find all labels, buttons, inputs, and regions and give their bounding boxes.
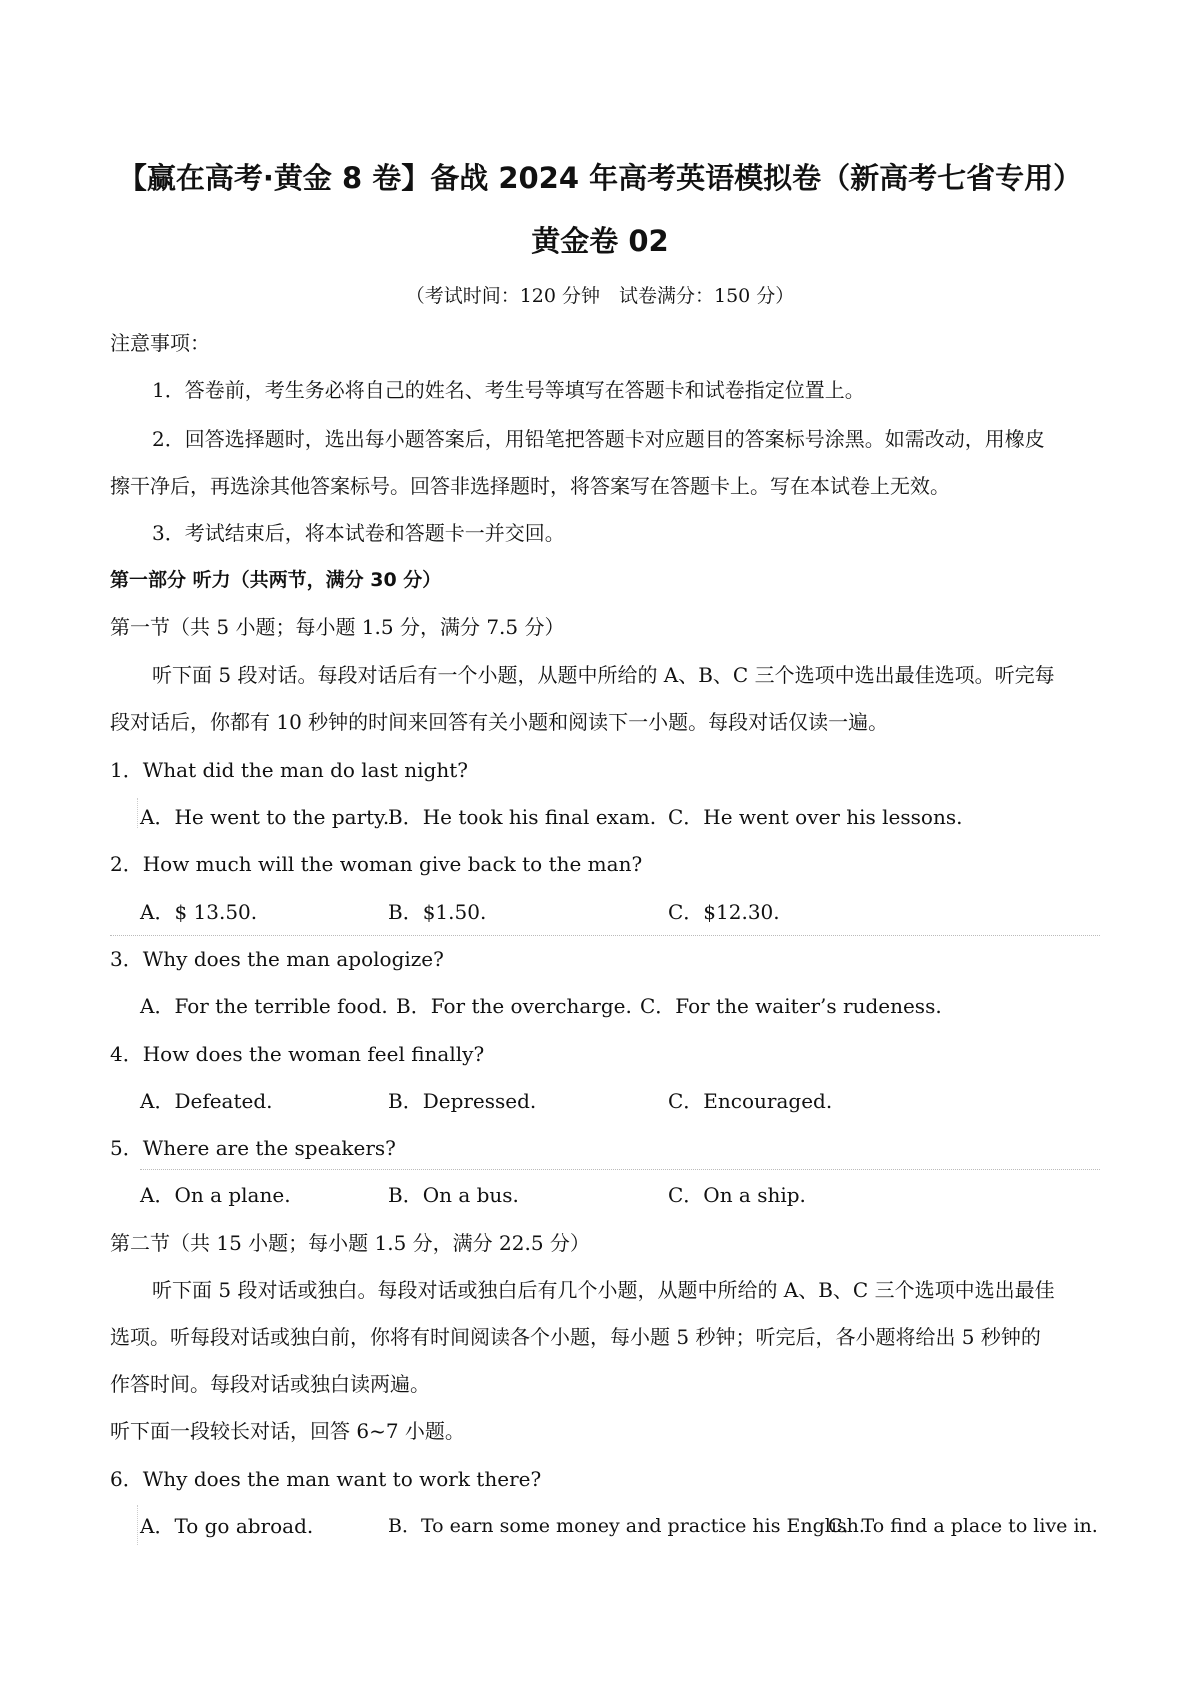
- question-1-option-a: A．He went to the party.: [140, 805, 390, 829]
- question-4-option-c: C．Encouraged.: [668, 1089, 833, 1113]
- question-4-option-b: B．Depressed.: [388, 1089, 537, 1113]
- section1-instruction-line-2: 段对话后，你都有 10 秒钟的时间来回答有关小题和阅读下一小题。每段对话仅读一遍。: [110, 710, 889, 734]
- section1-instruction-line-1: 听下面 5 段对话。每段对话后有一个小题，从题中所给的 A、B、C 三个选项中选出最佳选项。听完每: [152, 663, 1055, 687]
- question-2-option-c: C．$12.30.: [668, 900, 780, 924]
- question-2-stem: 2．How much will the woman give back to the man?: [110, 852, 643, 876]
- question-6-stem: 6．Why does the man want to work there?: [110, 1467, 542, 1491]
- divider: [140, 1169, 1100, 1170]
- note-item-3: 3．考试结束后，将本试卷和答题卡一并交回。: [152, 521, 565, 545]
- question-2-option-a: A．$ 13.50.: [140, 900, 258, 924]
- part1-heading: 第一部分 听力（共两节，满分 30 分）: [110, 569, 442, 591]
- notes-heading: 注意事项：: [110, 331, 210, 355]
- section2-instruction-line-3: 作答时间。每段对话或独白读两遍。: [110, 1372, 430, 1396]
- margin-guide: [137, 1505, 138, 1545]
- divider: [110, 935, 1100, 936]
- question-1-option-c: C．He went over his lessons.: [668, 805, 963, 829]
- question-5-option-a: A．On a plane.: [140, 1183, 291, 1207]
- section2-heading: 第二节（共 15 小题；每小题 1.5 分，满分 22.5 分）: [110, 1231, 590, 1255]
- question-1-stem: 1．What did the man do last night?: [110, 758, 468, 782]
- question-3-stem: 3．Why does the man apologize?: [110, 947, 444, 971]
- exam-title: 【赢在高考·黄金 8 卷】备战 2024 年高考英语模拟卷（新高考七省专用）: [117, 161, 1083, 195]
- question-6-option-c: C．To find a place to live in.: [828, 1515, 1098, 1537]
- question-5-stem: 5．Where are the speakers?: [110, 1136, 396, 1160]
- section1-heading: 第一节（共 5 小题；每小题 1.5 分，满分 7.5 分）: [110, 615, 565, 639]
- section2-instruction-line-1: 听下面 5 段对话或独白。每段对话或独白后有几个小题，从题中所给的 A、B、C 三个选项中选出最佳: [152, 1278, 1055, 1302]
- question-6-option-b: B．To earn some money and practice his English.: [388, 1515, 865, 1537]
- note-item-1: 1．答卷前，考生务必将自己的姓名、考生号等填写在答题卡和试卷指定位置上。: [152, 378, 865, 402]
- dialog-note: 听下面一段较长对话，回答 6~7 小题。: [110, 1419, 465, 1443]
- question-4-option-a: A．Defeated.: [140, 1089, 273, 1113]
- exam-info: （考试时间：120 分钟 试卷满分：150 分）: [405, 285, 795, 307]
- question-1-option-b: B．He took his final exam.: [388, 805, 657, 829]
- question-5-option-c: C．On a ship.: [668, 1183, 806, 1207]
- question-5-option-b: B．On a bus.: [388, 1183, 519, 1207]
- question-3-option-c: C．For the waiter’s rudeness.: [640, 994, 942, 1018]
- section2-instruction-line-2: 选项。听每段对话或独白前，你将有时间阅读各个小题，每小题 5 秒钟；听完后，各小题将给出 5 秒钟的: [110, 1325, 1041, 1349]
- margin-guide: [137, 798, 138, 828]
- question-6-option-a: A．To go abroad.: [140, 1514, 314, 1538]
- question-3-option-a: A．For the terrible food.: [140, 994, 388, 1018]
- question-3-option-b: B．For the overcharge.: [396, 994, 632, 1018]
- note-item-2-line-1: 2．回答选择题时，选出每小题答案后，用铅笔把答题卡对应题目的答案标号涂黑。如需改动，用橡皮: [152, 427, 1045, 451]
- paper-subtitle: 黄金卷 02: [531, 224, 669, 258]
- question-4-stem: 4．How does the woman feel finally?: [110, 1042, 485, 1066]
- note-item-2-line-2: 擦干净后，再选涂其他答案标号。回答非选择题时，将答案写在答题卡上。写在本试卷上无效。: [110, 474, 950, 498]
- question-2-option-b: B．$1.50.: [388, 900, 487, 924]
